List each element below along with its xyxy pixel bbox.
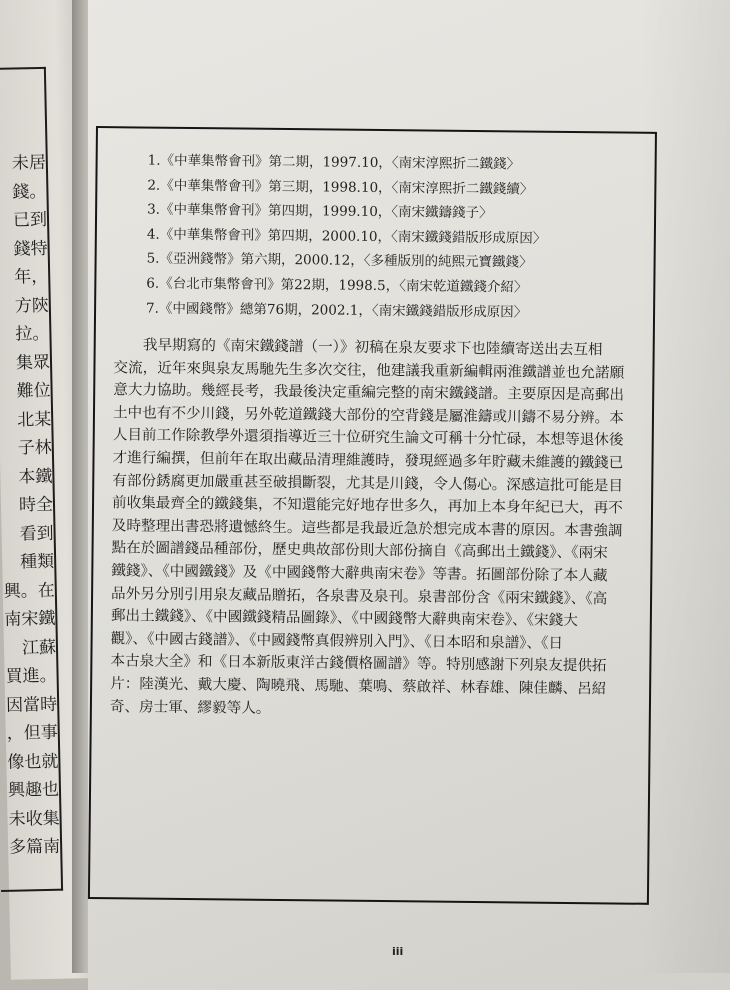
left-page-line: 子林 xyxy=(17,437,53,459)
body-line: 點在於圖譜錢品種部份，歷史典故部份則大部份摘自《高郵出土鐵錢》、《兩宋 xyxy=(111,539,608,562)
body-line: 觀》、《中國古錢譜》、《中國錢幣真假辨別入門》、《日本昭和泉譜》、《日 xyxy=(110,629,564,652)
left-page-line: ，但事 xyxy=(6,722,58,744)
left-page-line: 年， xyxy=(14,266,49,288)
left-page-line: 買進。 xyxy=(5,665,57,687)
body-line: 才進行編撰，但前年在取出藏品清理維護時，發現經過多年貯藏未維護的鐵錢已 xyxy=(112,449,624,472)
left-page-line: 已到 xyxy=(12,209,48,231)
left-page-line: 看到 xyxy=(19,523,54,544)
body-line: 郵出土鐵錢》、《中國鐵錢精品圖錄》、《中國錢幣大辭典南宋卷》、《宋錢大 xyxy=(110,607,578,630)
reference-item: 1.《中華集幣會刊》第二期，1997.10，〈南宋淳熙折二鐵錢〉 xyxy=(147,152,521,173)
left-page-line: 錢特 xyxy=(13,238,48,260)
left-page-line: 北某 xyxy=(17,409,52,431)
body-line: 片：陸漢光、戴大慶、陶曉飛、馬馳、葉鳴、蔡啟祥、林春雄、陳佳麟、呂紹 xyxy=(110,675,607,698)
left-page-line: 南宋鐵 xyxy=(4,608,56,630)
page-number: iii xyxy=(392,945,404,958)
left-page-text xyxy=(0,149,60,862)
left-page-line: 難位 xyxy=(16,380,51,402)
body-line: 及時整理出書恐將遺憾終生。這些都是我最近急於想完成本書的原因。本書強調 xyxy=(111,516,623,540)
left-page-line: 方陝 xyxy=(14,295,50,317)
reference-item: 2.《中華集幣會刊》第三期，1998.10，〈南宋淳熙折二鐵錢續〉 xyxy=(147,177,534,198)
reference-item: 7.《中國錢幣》總第76期，2002.1，〈南宋鐵錢錯版形成原因〉 xyxy=(146,300,528,321)
page-frame xyxy=(88,126,657,905)
body-line: 交流，近年來與泉友馬馳先生多次交往，他建議我重新編輯兩淮鐵譜並也允諾願 xyxy=(113,358,625,382)
body-line: 前收集最齊全的鐵錢集，不知還能完好地存世多久，再加上本身年紀已大，再不 xyxy=(111,494,623,517)
body-line: 我早期寫的《南宋鐵錢譜（一）》初稿在泉友要求下也陸續寄送出去互相 xyxy=(113,336,603,359)
left-page-line: 時全 xyxy=(18,494,54,516)
left-page-line: 因當時 xyxy=(5,694,58,716)
left-page-line: 本鐵 xyxy=(18,466,53,488)
reference-list xyxy=(146,149,648,326)
reference-item: 5.《亞洲錢幣》第六期，2000.12，〈多種版別的純熙元寶鐵錢〉 xyxy=(146,250,533,271)
left-page-line: 興趣也 xyxy=(7,779,60,801)
body-line: 奇、房士軍、繆毅等人。 xyxy=(109,697,271,717)
left-page-line: 種類 xyxy=(19,551,55,573)
page-shadow xyxy=(640,0,730,973)
reference-item: 3.《中華集幣會刊》第四期，1999.10，〈南宋鐵鑄錢子〉 xyxy=(147,201,493,222)
body-line: 本古泉大全》和《日本新版東洋古錢價格圖譜》等。特別感謝下列泉友提供拓 xyxy=(110,652,607,675)
body-line: 人目前工作除教學外還須指導近三十位研究生論文可稱十分忙碌，本想等退休後 xyxy=(112,426,624,449)
body-line: 土中也有不少川錢，另外乾道鐵錢大部份的空背錢是屬淮鑄或川鑄不易分辨。本 xyxy=(112,403,624,427)
preface-text xyxy=(110,334,634,724)
left-page-line: 興。在 xyxy=(3,580,56,602)
left-page-line: 江蘇 xyxy=(21,637,57,658)
left-page-line: 錢。 xyxy=(12,181,47,203)
left-page-line: 拉。 xyxy=(15,323,50,345)
left-page-line: 未收集 xyxy=(8,808,60,830)
body-line: 有部份銹腐更加嚴重甚至破損斷裂，尤其是川錢，令人傷心。深感這批可能是目 xyxy=(112,471,624,495)
left-page-line: 集眾 xyxy=(15,352,51,374)
body-line: 意大力協助。幾經長考，我最後決定重編完整的南宋鐵錢譜。主要原因是高郵出 xyxy=(113,381,625,404)
reference-item: 6.《台北市集幣會刊》第22期，1998.5，〈南宋乾道鐵錢介紹〉 xyxy=(146,275,528,296)
body-line: 品外另分別引用泉友藏品贈拓，各泉書及泉刊。泉書部份含《兩宋鐵錢》、《高 xyxy=(111,584,608,607)
left-page-line: 多篇南 xyxy=(8,836,61,858)
left-page-line: 像也就 xyxy=(7,751,59,773)
left-page-line: 未居 xyxy=(11,152,47,174)
body-line: 鐵錢》、《中國鐵錢》及《中國錢幣大辭典南宋卷》等書。拓圖部份除了本人藏 xyxy=(111,562,608,585)
reference-item: 4.《中華集幣會刊》第四期，2000.10，〈南宋鐵錢錯版形成原因〉 xyxy=(146,226,547,247)
